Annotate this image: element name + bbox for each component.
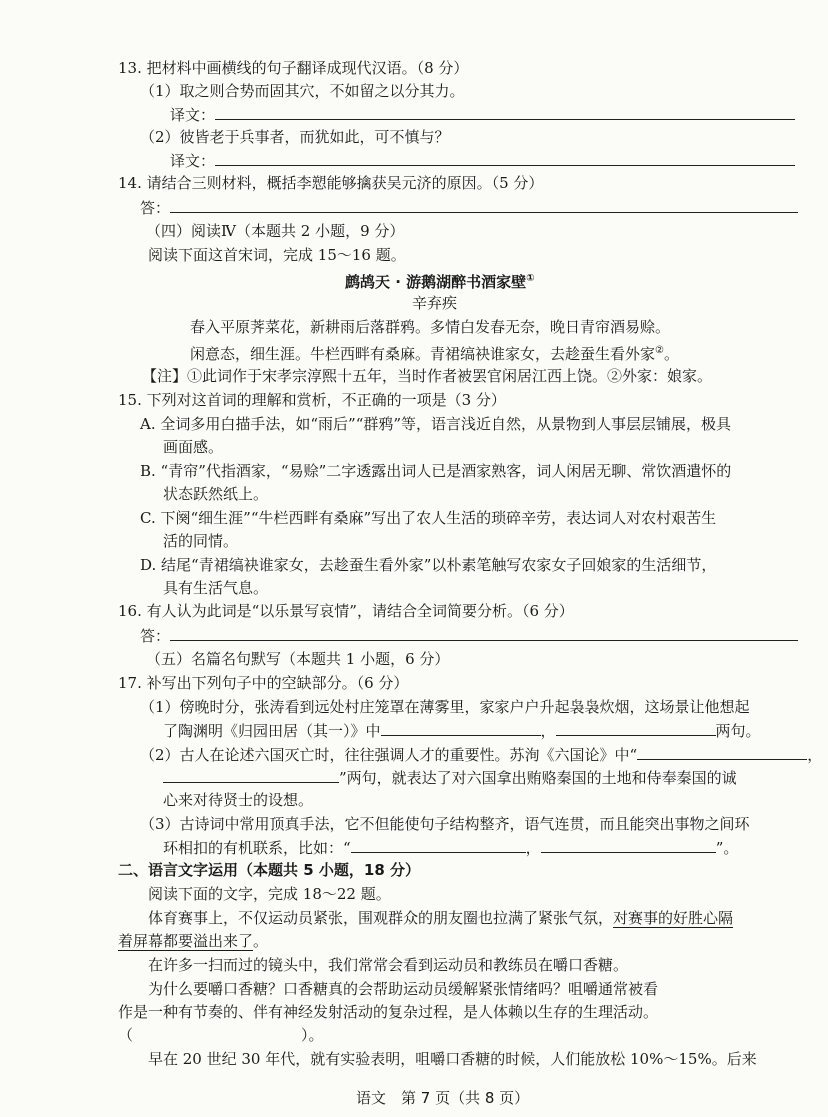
q17-item-2-line-3: 心来对待贤士的设想。 — [163, 791, 314, 809]
q17-item-1-line-1: （1）傍晚时分，张涛看到远处村庄笼罩在薄雾里，家家户户升起袅袅炊烟，这场景让他想起 — [140, 698, 750, 716]
answer-label: 答： — [140, 627, 171, 645]
q15-option-d-line-1: D. 结尾“青裙缟袂谁家女，去趁蚕生看外家”以朴素笔触写农家女子回娘家的生活细节， — [140, 556, 717, 574]
passage-paragraph-1-line-1 — [148, 907, 733, 929]
poem-line-2 — [190, 340, 679, 365]
q16-stem: 16. 有人认为此词是“以乐景写哀情”，请结合全词简要分析。（6 分） — [118, 602, 574, 620]
poem-title — [345, 268, 535, 293]
underlined-sentence: 对赛事的好胜心隔 — [613, 909, 734, 927]
fill-blank[interactable] — [381, 719, 541, 736]
passage-paragraph-4: 早在 20 世纪 30 年代，就有实验表明，咀嚼口香糖的时候，人们能放松 10%～15%。后来 — [148, 1050, 757, 1068]
blank-open-paren: （ — [118, 1026, 134, 1044]
q14-answer — [140, 196, 798, 219]
q17-item-3-line-2 — [163, 836, 738, 859]
fill-blank[interactable] — [541, 836, 716, 853]
poem-title-text: 鹧鸪天 · 游鹅湖醉书酒家壁 — [345, 273, 527, 291]
poem-title-note: ① — [526, 273, 535, 284]
fill-blank[interactable] — [637, 743, 807, 760]
q17-item-2-comma: ， — [807, 746, 823, 764]
translation-label: 译文： — [170, 106, 216, 124]
q17-item-1-line-2 — [163, 719, 761, 742]
part-2-intro: 阅读下面的文字，完成 18～22 题。 — [148, 885, 391, 903]
passage-paragraph-3-line-1: 为什么要嚼口香糖？口香糖真的会帮助运动员缓解紧张情绪吗？咀嚼通常被看 — [148, 980, 659, 998]
q15-option-b-line-2: 状态跃然纸上。 — [163, 485, 269, 503]
q15-option-b-line-1: B. “青帘”代指酒家，“易赊”二字透露出词人已是酒家熟客，词人闲居无聊、常饮酒遣怀的 — [140, 462, 732, 480]
q17-item-2-prefix: （2）古人在论述六国灭亡时，往往强调人才的重要性。苏洵《六国论》中“ — [140, 746, 638, 764]
poem-line-1: 春入平原荠菜花，新耕雨后落群鸦。多情白发春无奈，晚日青帘酒易赊。 — [190, 318, 671, 336]
poem-author: 辛弃疾 — [412, 294, 458, 312]
section-4-intro: 阅读下面这首宋词，完成 15～16 题。 — [148, 246, 406, 264]
q17-item-3-end: ”。 — [715, 839, 739, 857]
answer-blank[interactable] — [170, 196, 798, 213]
poem-line-2-note: ② — [655, 345, 664, 356]
q15-stem: 15. 下列对这首词的理解和赏析，不正确的一项是（3 分） — [118, 391, 506, 409]
section-5-heading: （五）名篇名句默写（本题共 1 小题，6 分） — [146, 650, 450, 668]
passage-blank-line — [118, 1024, 324, 1046]
q15-option-c-line-1: C. 下阕“细生涯”“牛栏西畔有桑麻”写出了农人生活的琐碎辛劳，表达词人对农村艰苦生 — [140, 509, 717, 527]
answer-blank[interactable] — [170, 624, 798, 641]
blank-close-paren: ）。 — [301, 1026, 324, 1044]
passage-text: 体育赛事上，不仅运动员紧张，围观群众的朋友圈也拉满了紧张气氛， — [148, 909, 614, 927]
q17-item-1-prefix: 了陶渊明《归园田居（其一）》中 — [163, 722, 381, 740]
q13-sentence-2: （2）彼皆老于兵事者，而犹如此，可不慎与？ — [140, 128, 450, 146]
q13-answer-1 — [170, 103, 795, 126]
answer-blank[interactable] — [215, 103, 795, 120]
passage-text: 。 — [253, 932, 269, 950]
q15-option-d-line-2: 具有生活气息。 — [163, 579, 269, 597]
q17-item-1-end: 两句。 — [715, 722, 761, 740]
fill-blank[interactable] — [351, 836, 526, 853]
q16-answer — [140, 624, 798, 647]
q14-stem: 14. 请结合三则材料，概括李愬能够擒获吴元济的原因。（5 分） — [118, 174, 544, 192]
q17-item-3-comma: ， — [525, 839, 541, 857]
q17-item-3-prefix: 环相扣的有机联系，比如：“ — [163, 839, 351, 857]
fill-blank[interactable] — [556, 719, 716, 736]
section-4-heading: （四）阅读Ⅳ（本题共 2 小题，9 分） — [146, 222, 405, 240]
passage-paragraph-2: 在许多一扫而过的镜头中，我们常常会看到运动员和教练员在嚼口香糖。 — [148, 956, 629, 974]
q17-item-2-line-2 — [163, 766, 737, 789]
passage-paragraph-1-line-2 — [118, 930, 268, 952]
q17-stem: 17. 补写出下列句子中的空缺部分。（6 分） — [118, 674, 409, 692]
part-2-heading: 二、语言文字运用（本题共 5 小题，18 分） — [118, 861, 420, 879]
q13-stem: 13. 把材料中画横线的句子翻译成现代汉语。（8 分） — [118, 59, 469, 77]
poem-line-2-text: 闲意态，细生涯。牛栏西畔有桑麻。青裙缟袂谁家女，去趁蚕生看外家 — [190, 345, 656, 363]
answer-label: 答： — [140, 199, 171, 217]
q13-sentence-1: （1）取之则合势而固其穴，不如留之以分其力。 — [140, 82, 465, 100]
q15-option-a-line-2: 画面感。 — [163, 438, 224, 456]
answer-blank[interactable] — [215, 149, 795, 166]
q15-option-a-line-1: A. 全词多用白描手法，如“雨后”“群鸦”等，语言浅近自然，从景物到人事层层铺展，极具 — [140, 415, 732, 433]
poem-annotation: 【注】①此词作于宋孝宗淳熙十五年，当时作者被罢官闲居江西上饶。②外家：娘家。 — [142, 367, 713, 385]
q17-item-3-line-1: （3）古诗词中常用顶真手法，它不但能使句子结构整齐，语气连贯，而且能突出事物之间环 — [140, 815, 750, 833]
passage-paragraph-3-line-2: 作是一种有节奏的、伴有神经发射活动的复杂过程，是人体赖以生存的生理活动。 — [118, 1003, 659, 1021]
q17-item-2-suffix: ”两句，就表达了对六国拿出贿赂秦国的土地和侍奉秦国的诚 — [339, 769, 737, 787]
q15-option-c-line-2: 活的同情。 — [163, 532, 239, 550]
fill-blank[interactable] — [163, 766, 339, 783]
translation-label: 译文： — [170, 152, 216, 170]
q17-item-2-line-1 — [140, 743, 822, 766]
q17-item-1-comma: ， — [540, 722, 556, 740]
q13-answer-2 — [170, 149, 795, 172]
poem-line-2-end: 。 — [663, 345, 679, 363]
underlined-sentence: 着屏幕都要溢出来了 — [118, 932, 254, 950]
page-footer: 语文 第 7 页（共 8 页） — [356, 1089, 530, 1107]
